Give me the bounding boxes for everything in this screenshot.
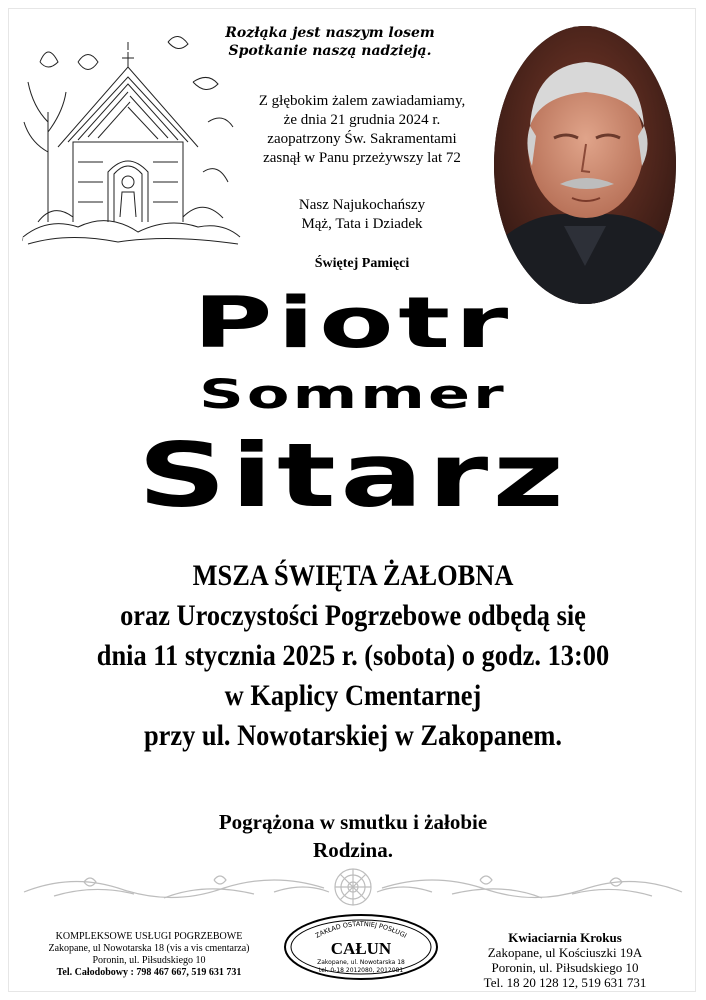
- relations-line-1: Nasz Najukochańszy: [298, 197, 426, 213]
- logo-phone: tel. 0-18 2012080, 2012081: [318, 967, 404, 974]
- logo-address: Zakopane, ul. Nowotarska 18: [317, 959, 405, 966]
- memory-label: Świętej Pamięci: [314, 256, 410, 271]
- deceased-first-name: Piotr: [193, 282, 513, 364]
- funeral-mass-info: [42, 556, 663, 756]
- funeral-home-phone: Tel. Całodobowy : 798 467 667, 519 631 731: [56, 967, 242, 978]
- mass-line-3: dnia 11 stycznia 2025 r. (sobota) o godz. 13:00: [96, 639, 610, 672]
- florist-address-2: Poronin, ul. Piłsudskiego 10: [491, 960, 639, 975]
- mass-line-5: przy ul. Nowotarskiej w Zakopanem.: [143, 719, 562, 752]
- florist-phone: Tel. 18 20 128 12, 519 631 731: [483, 975, 647, 990]
- funeral-home-title: KOMPLEKSOWE USŁUGI POGRZEBOWE: [55, 931, 243, 942]
- relations-line-2: Mąż, Tata i Dziadek: [301, 216, 423, 232]
- logo-arc-text: ZAKŁAD OSTATNIEJ POSŁUGI: [314, 919, 409, 940]
- florist-address-1: Zakopane, ul Kościuszki 19A: [487, 945, 643, 960]
- mourners-line-1: Pogrążona w smutku i żałobie: [218, 810, 488, 834]
- motto-line-2: Spotkanie naszą nadzieją.: [228, 43, 432, 59]
- funeral-home-address-1: Zakopane, ul Nowotarska 18 (vis a vis cmentarza): [48, 943, 250, 954]
- mass-line-1: MSZA ŚWIĘTA ŻAŁOBNA: [192, 559, 514, 592]
- motto: [180, 24, 480, 60]
- mourners: [0, 808, 706, 864]
- portrait-photo: [494, 26, 676, 304]
- announcement-line-1: Z głębokim żalem zawiadamiamy,: [258, 93, 466, 109]
- funeral-home-info: [14, 931, 284, 979]
- death-announcement: [232, 92, 492, 168]
- deceased-middle-name: Sommer: [199, 372, 507, 418]
- logo-name: CAŁUN: [330, 939, 392, 958]
- announcement-line-3: zaopatrzony Św. Sakramentami: [267, 131, 457, 147]
- ornament-divider: [14, 862, 692, 912]
- mass-line-4: w Kaplicy Cmentarnej: [224, 679, 482, 712]
- funeral-home-address-2: Poronin, ul. Piłsudskiego 10: [92, 955, 206, 966]
- relations: [232, 196, 492, 234]
- announcement-line-2: że dnia 21 grudnia 2024 r.: [283, 112, 441, 128]
- mass-line-2: oraz Uroczystości Pogrzebowe odbędą się: [120, 599, 586, 632]
- deceased-last-name: Sitarz: [137, 424, 569, 527]
- mourners-line-2: Rodzina.: [313, 838, 393, 862]
- calun-logo: [282, 912, 440, 982]
- svg-text:~: ~: [19, 236, 27, 243]
- announcement-line-4: zasnął w Panu przeżywszy lat 72: [263, 150, 461, 166]
- florist-info: [440, 930, 690, 990]
- florist-title: Kwiaciarnia Krokus: [508, 930, 622, 945]
- portrait-image: [494, 26, 676, 304]
- motto-line-1: Rozłąka jest naszym losem: [225, 25, 435, 41]
